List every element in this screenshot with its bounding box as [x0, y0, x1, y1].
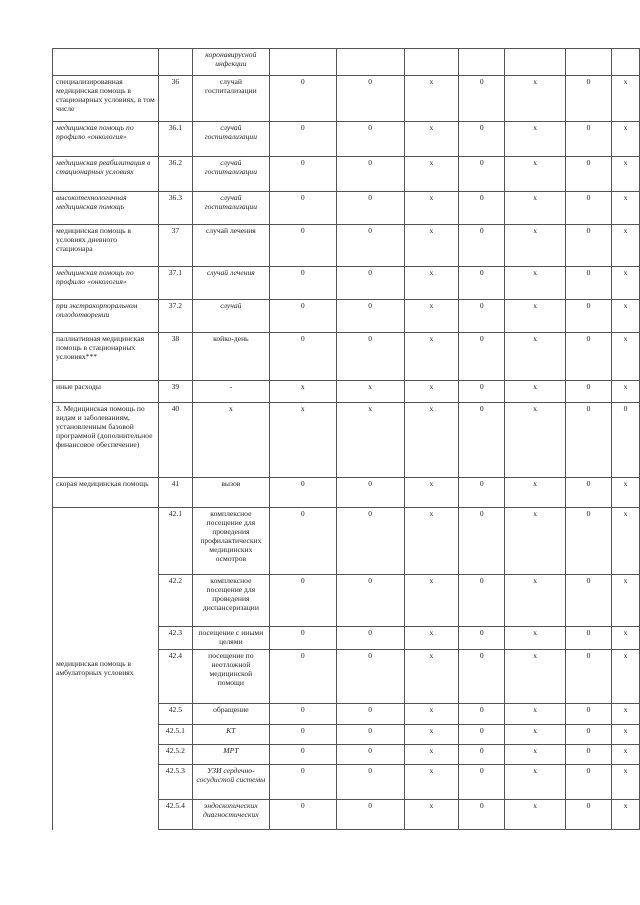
row-value: 0 — [269, 300, 336, 333]
row-value: 0 — [336, 267, 404, 300]
row-value: 0 — [566, 76, 612, 122]
row-value: х — [611, 122, 639, 157]
row-value: х — [505, 650, 566, 704]
row-code: 42.1 — [158, 508, 192, 575]
row-value: 0 — [269, 122, 336, 157]
row-value: 0 — [269, 627, 336, 650]
row-code: 42.5 — [158, 704, 192, 725]
row-value: х — [611, 157, 639, 192]
row-code: 36.3 — [158, 192, 192, 225]
row-value: 0 — [566, 122, 612, 157]
row-name: высокотехнологичная медицинская помощь — [53, 192, 159, 225]
row-value: 0 — [459, 157, 505, 192]
row-value: 0 — [459, 627, 505, 650]
row-value: 0 — [459, 725, 505, 745]
row-name: медицинская помощь в условиях дневного стационара — [53, 225, 159, 267]
row-value: х — [505, 627, 566, 650]
row-value: 0 — [336, 650, 404, 704]
row-value: 0 — [459, 575, 505, 627]
row-value: х — [505, 300, 566, 333]
row-code: 42.5.1 — [158, 725, 192, 745]
row-value: 0 — [336, 508, 404, 575]
row-value: х — [505, 765, 566, 800]
row-value: х — [505, 800, 566, 830]
row-value: х — [611, 765, 639, 800]
row-value: х — [505, 478, 566, 508]
row-value: 0 — [336, 300, 404, 333]
row-value: х — [611, 650, 639, 704]
row-value: х — [611, 300, 639, 333]
row-value: 0 — [269, 157, 336, 192]
row-value: х — [505, 225, 566, 267]
row-value: х — [269, 403, 336, 478]
row-value: 0 — [336, 745, 404, 765]
table-row — [53, 267, 640, 300]
ambulatory-group-name: медицинская помощь в амбулаторных условиях — [53, 508, 159, 830]
row-value: х — [611, 575, 639, 627]
row-unit: случай госпитализации — [192, 192, 269, 225]
row-value: х — [336, 381, 404, 403]
row-value — [505, 49, 566, 76]
row-value: 0 — [566, 800, 612, 830]
row-value: х — [611, 627, 639, 650]
row-value: 0 — [459, 381, 505, 403]
row-value: 0 — [269, 192, 336, 225]
row-value: х — [611, 745, 639, 765]
row-unit: посещение по неотложной медицинской помощи — [192, 650, 269, 704]
table-row — [53, 192, 640, 225]
row-value: 0 — [269, 333, 336, 381]
row-value: х — [505, 76, 566, 122]
row-code: 36.2 — [158, 157, 192, 192]
row-name: медицинская помощь по профилю «онкология» — [53, 122, 159, 157]
row-code: 42.5.2 — [158, 745, 192, 765]
row-value: 0 — [269, 76, 336, 122]
row-code: 36 — [158, 76, 192, 122]
row-value: 0 — [336, 725, 404, 745]
row-unit: коронавирусной инфекции — [192, 49, 269, 76]
row-value: х — [404, 508, 459, 575]
row-value: х — [404, 575, 459, 627]
row-value: х — [404, 403, 459, 478]
row-value: х — [611, 725, 639, 745]
row-value: х — [404, 225, 459, 267]
row-unit: случай госпитализации — [192, 122, 269, 157]
row-value: 0 — [336, 333, 404, 381]
row-unit: случай — [192, 300, 269, 333]
row-unit: случай лечения — [192, 267, 269, 300]
row-value: 0 — [566, 725, 612, 745]
row-value: 0 — [566, 381, 612, 403]
row-unit: МРТ — [192, 745, 269, 765]
row-value: 0 — [459, 300, 505, 333]
row-unit: УЗИ сердечно-сосудистой системы — [192, 765, 269, 800]
row-value: х — [404, 650, 459, 704]
row-value: 0 — [336, 800, 404, 830]
row-value — [459, 49, 505, 76]
row-value: х — [404, 725, 459, 745]
row-value: 0 — [336, 225, 404, 267]
row-value: х — [611, 267, 639, 300]
row-value: х — [505, 192, 566, 225]
table-row — [53, 49, 640, 76]
row-code: 38 — [158, 333, 192, 381]
row-value: х — [611, 225, 639, 267]
row-unit: - — [192, 381, 269, 403]
row-name: при экстракорпоральном оплодотворении — [53, 300, 159, 333]
row-value: х — [336, 403, 404, 478]
row-value: 0 — [336, 157, 404, 192]
row-name: медицинская реабилитация в стационарных условиях — [53, 157, 159, 192]
row-unit: случай лечения — [192, 225, 269, 267]
row-code: 42.3 — [158, 627, 192, 650]
row-value: 0 — [566, 765, 612, 800]
row-value: х — [404, 122, 459, 157]
row-value: х — [505, 508, 566, 575]
row-value: 0 — [566, 157, 612, 192]
row-value: 0 — [269, 225, 336, 267]
row-value: 0 — [459, 745, 505, 765]
row-code: 40 — [158, 403, 192, 478]
table-row — [53, 478, 640, 508]
table-row — [53, 381, 640, 403]
row-unit: койко-день — [192, 333, 269, 381]
row-value: х — [611, 508, 639, 575]
row-value: х — [611, 800, 639, 830]
row-value: 0 — [336, 575, 404, 627]
row-value — [336, 49, 404, 76]
row-unit: комплексное посещение для проведения диспансеризации — [192, 575, 269, 627]
row-value: х — [404, 765, 459, 800]
row-value: 0 — [336, 76, 404, 122]
row-value: х — [505, 403, 566, 478]
row-name: скорая медицинская помощь — [53, 478, 159, 508]
row-code: 42.5.3 — [158, 765, 192, 800]
row-value: х — [505, 725, 566, 745]
row-value: х — [611, 76, 639, 122]
row-value: 0 — [459, 225, 505, 267]
row-name — [53, 49, 159, 76]
row-value: 0 — [459, 76, 505, 122]
row-value: 0 — [566, 745, 612, 765]
row-value — [269, 49, 336, 76]
row-value: 0 — [336, 765, 404, 800]
row-value: 0 — [566, 704, 612, 725]
row-value: 0 — [336, 627, 404, 650]
row-value: 0 — [566, 650, 612, 704]
row-value — [611, 49, 639, 76]
row-name: 3. Медицинская помощь по видам и заболеваниям, установленным базовой программой (дополнительное финансовое обеспечение) — [53, 403, 159, 478]
row-value: 0 — [269, 800, 336, 830]
row-value: 0 — [459, 267, 505, 300]
row-value: х — [404, 300, 459, 333]
table-row — [53, 225, 640, 267]
row-value: 0 — [566, 627, 612, 650]
row-code: 37.2 — [158, 300, 192, 333]
row-value: х — [505, 122, 566, 157]
row-name: паллиативная медицинская помощь в стационарных условиях*** — [53, 333, 159, 381]
row-value: 0 — [459, 122, 505, 157]
row-value: 0 — [566, 267, 612, 300]
row-code: 36.1 — [158, 122, 192, 157]
row-name: медицинская помощь по профилю «онкология» — [53, 267, 159, 300]
row-unit: вызов — [192, 478, 269, 508]
row-value: 0 — [459, 192, 505, 225]
row-value: 0 — [459, 333, 505, 381]
row-unit: обращение — [192, 704, 269, 725]
row-unit: КТ — [192, 725, 269, 745]
row-code: 42.5.4 — [158, 800, 192, 830]
row-value: 0 — [336, 704, 404, 725]
row-value: 0 — [459, 650, 505, 704]
table-row — [53, 76, 640, 122]
row-value: х — [404, 627, 459, 650]
row-value: 0 — [459, 800, 505, 830]
row-value: х — [404, 267, 459, 300]
row-value: 0 — [459, 765, 505, 800]
row-value: 0 — [566, 225, 612, 267]
row-value: х — [404, 478, 459, 508]
row-value: х — [505, 704, 566, 725]
row-code: 39 — [158, 381, 192, 403]
row-value: 0 — [336, 122, 404, 157]
row-value: х — [404, 381, 459, 403]
table-row — [53, 403, 640, 478]
row-value: 0 — [459, 478, 505, 508]
row-value: 0 — [336, 478, 404, 508]
row-value: х — [269, 381, 336, 403]
row-code — [158, 49, 192, 76]
row-value: х — [404, 333, 459, 381]
row-name: специализированная медицинская помощь в стационарных условиях, в том числе — [53, 76, 159, 122]
row-value: х — [505, 575, 566, 627]
row-value: 0 — [269, 745, 336, 765]
row-name: иные расходы — [53, 381, 159, 403]
row-value: 0 — [566, 333, 612, 381]
row-value: 0 — [566, 478, 612, 508]
table-row — [53, 333, 640, 381]
row-value: х — [505, 267, 566, 300]
row-value: х — [505, 745, 566, 765]
row-unit: посещение с иными целями — [192, 627, 269, 650]
row-value: х — [404, 157, 459, 192]
row-unit: комплексное посещение для проведения профилактических медицинских осмотров — [192, 508, 269, 575]
row-unit: случай госпитализации — [192, 76, 269, 122]
row-value: х — [505, 157, 566, 192]
row-code: 37 — [158, 225, 192, 267]
row-value: 0 — [611, 403, 639, 478]
row-value — [404, 49, 459, 76]
row-value: х — [404, 800, 459, 830]
row-value: 0 — [459, 704, 505, 725]
row-value: 0 — [269, 725, 336, 745]
row-value: 0 — [459, 403, 505, 478]
row-value: х — [611, 704, 639, 725]
row-unit: случай госпитализации — [192, 157, 269, 192]
table-row — [53, 508, 640, 575]
row-value: х — [611, 333, 639, 381]
row-value: 0 — [269, 508, 336, 575]
row-code: 42.2 — [158, 575, 192, 627]
row-value: 0 — [269, 478, 336, 508]
row-value — [566, 49, 612, 76]
row-value: х — [404, 76, 459, 122]
table-row — [53, 157, 640, 192]
row-value: 0 — [566, 508, 612, 575]
row-value: 0 — [459, 508, 505, 575]
row-value: 0 — [269, 575, 336, 627]
row-unit: х — [192, 403, 269, 478]
row-value: 0 — [269, 765, 336, 800]
row-value: х — [611, 381, 639, 403]
row-code: 41 — [158, 478, 192, 508]
row-value: х — [611, 478, 639, 508]
row-value: х — [404, 704, 459, 725]
row-code: 42.4 — [158, 650, 192, 704]
row-value: х — [505, 333, 566, 381]
row-value: 0 — [269, 704, 336, 725]
row-value: х — [611, 192, 639, 225]
row-value: 0 — [566, 403, 612, 478]
row-value: 0 — [566, 575, 612, 627]
row-unit: эндоскопических диагностических — [192, 800, 269, 830]
table-row — [53, 122, 640, 157]
row-value: 0 — [269, 650, 336, 704]
table-row — [53, 300, 640, 333]
row-value: 0 — [566, 192, 612, 225]
row-value: х — [404, 192, 459, 225]
row-value: х — [505, 381, 566, 403]
row-value: 0 — [269, 267, 336, 300]
row-value: 0 — [566, 300, 612, 333]
row-value: 0 — [336, 192, 404, 225]
row-value: х — [404, 745, 459, 765]
financing-table — [52, 48, 640, 830]
row-code: 37.1 — [158, 267, 192, 300]
